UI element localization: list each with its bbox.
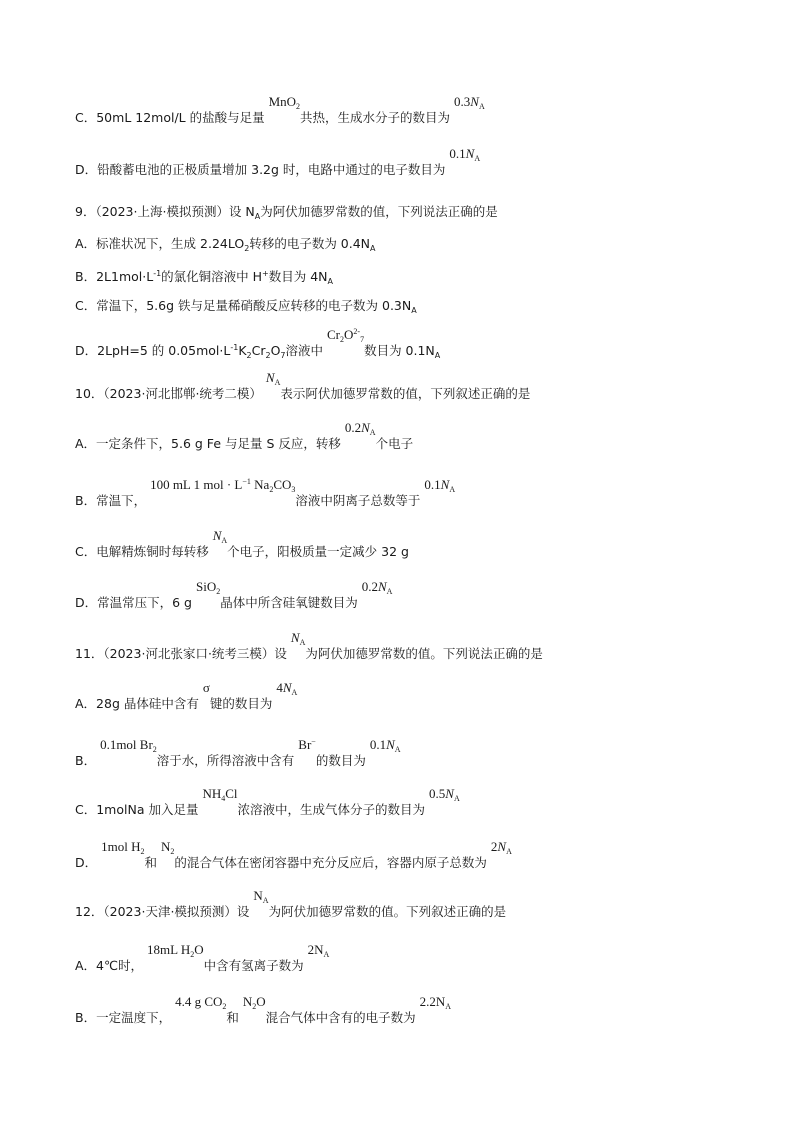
q12-option-b: B．一定温度下， 4.4 g $CO_2$和 $N_2O$混合气体中含有的电子数为 $2.2N_A$ xyxy=(75,994,452,1025)
q9-option-a: A．标准状况下，生成 $2.24LO_2$转移的电子数为 $0.4N_A$ xyxy=(75,236,376,253)
formula-na: $N_A$ xyxy=(253,888,269,905)
q12-stem: 12．（2023·天津·模拟预测）设 $N_A$为阿伏加德罗常数的值。下列叙述正确的是 xyxy=(75,888,507,919)
formula-sio2: SiO$_2$ xyxy=(195,579,221,596)
q9-option-d: D．2LpH=5 的 $0.05mol\cdot L^{-1}K_2Cr_2O_7$溶液中 $Cr_2O^{2-}_7$数目为 $0.1N_A$ xyxy=(75,327,441,360)
formula-0.1na: $0.1N_A$ xyxy=(449,146,481,163)
formula-mno2: MnO$_2$ xyxy=(268,94,301,111)
formula-h2o: 18mL $H_2O$ xyxy=(147,942,204,959)
formula-br2: 0.1mol $Br_2$ xyxy=(100,737,157,754)
formula-0.5na: $0.5N_A$ xyxy=(429,786,460,803)
q9-stem: 9．（2023·上海·模拟预测）设 $N_A$为阿伏加德罗常数的值，下列说法正确的是 xyxy=(75,204,498,221)
q11-option-c: C．1molNa 加入足量 $NH_4Cl$浓溶液中，生成气体分子的数目为 $0.5N_A$ xyxy=(75,786,460,817)
formula-0.1na: $0.1N_A$ xyxy=(369,737,401,754)
q11-option-b: B． 0.1mol $Br_2$溶于水，所得溶液中含有 Br−的数目为 $0.1N_A$ xyxy=(75,737,401,768)
formula-2na: $2N_A$ xyxy=(490,839,512,856)
formula-n2o: $N_2O$ xyxy=(242,994,266,1011)
formula-h2: 1mol $H_2$ xyxy=(101,839,145,856)
q11-option-d: D． 1mol $H_2$和 $N_2$的混合气体在密闭容器中充分反应后，容器内原子总数为 $2N_A$ xyxy=(75,839,512,870)
q10-option-b: B．常温下， 100 mL 1 mol · $L^{-1}$ $Na_2CO_3$溶液中阴离子总数等于 $0.1N_A$ xyxy=(75,477,456,508)
q12-option-a: A．4℃时， 18mL $H_2O$中含有氢离子数为 $2N_A$ xyxy=(75,942,330,973)
formula-0.2na: $0.2N_A$ xyxy=(361,579,393,596)
formula-co2: 4.4 g $CO_2$ xyxy=(175,994,227,1011)
formula-na2co3: 100 mL 1 mol · $L^{-1}$ $Na_2CO_3$ xyxy=(150,477,296,494)
formula-n2: $N_2$ xyxy=(161,839,175,856)
formula-br-ion: Br− xyxy=(298,737,316,752)
q10-option-c: C．电解精炼铜时每转移 $N_A$个电子，阳极质量一定减少 32 g xyxy=(75,528,409,559)
q10-option-a: A．一定条件下，5.6 g Fe 与足量 S 反应，转移 $0.2N_A$个电子 xyxy=(75,420,414,451)
q11-stem: 11．（2023·河北张家口·统考三模）设 $N_A$为阿伏加德罗常数的值。下列说法正确的是 xyxy=(75,630,543,661)
formula-2.2na: $2.2N_A$ xyxy=(419,994,452,1011)
formula-0.2na: $0.2N_A$ xyxy=(344,420,376,437)
q9-option-c: C．常温下，5.6g 铁与足量稀硝酸反应转移的电子数为 $0.3N_A$ xyxy=(75,298,417,315)
formula-0.3na: $0.3N_A$ xyxy=(454,94,485,111)
formula-nh4cl: $NH_4Cl$ xyxy=(202,786,238,803)
formula-2na: $2N_A$ xyxy=(307,942,330,959)
formula-na: $N_A$ xyxy=(265,370,281,387)
q8-option-c: C．50mL 12mol/L 的盐酸与足量 MnO$_2$共热，生成水分子的数目为 $0.3N_A$ xyxy=(75,94,485,125)
formula-4na: $4N_A$ xyxy=(276,680,298,697)
q10-stem: 10．（2023·河北邯郸·统考二模） $N_A$表示阿伏加德罗常数的值，下列叙述正确的是 xyxy=(75,370,531,401)
q8-option-d: D．铅酸蓄电池的正极质量增加 3.2g 时，电路中通过的电子数目为 $0.1N_A$ xyxy=(75,146,481,177)
q11-option-a: A．28g 晶体硅中含有 σ键的数目为 $4N_A$ xyxy=(75,680,298,711)
formula-na: $N_A$ xyxy=(212,528,228,545)
symbol-sigma: σ xyxy=(202,680,210,695)
q10-option-d: D．常温常压下，6 g SiO$_2$晶体中所含硅氧键数目为 $0.2N_A$ xyxy=(75,579,393,610)
formula-0.1na: $0.1N_A$ xyxy=(424,477,456,494)
formula-cr2o7: $Cr_2O^{2-}_7$ xyxy=(327,327,365,344)
q9-option-b: B．$2L1mol\cdot L^{-1}$的氯化铜溶液中 H+数目为 $4N_A$ xyxy=(75,269,334,286)
formula-na: $N_A$ xyxy=(290,630,306,647)
